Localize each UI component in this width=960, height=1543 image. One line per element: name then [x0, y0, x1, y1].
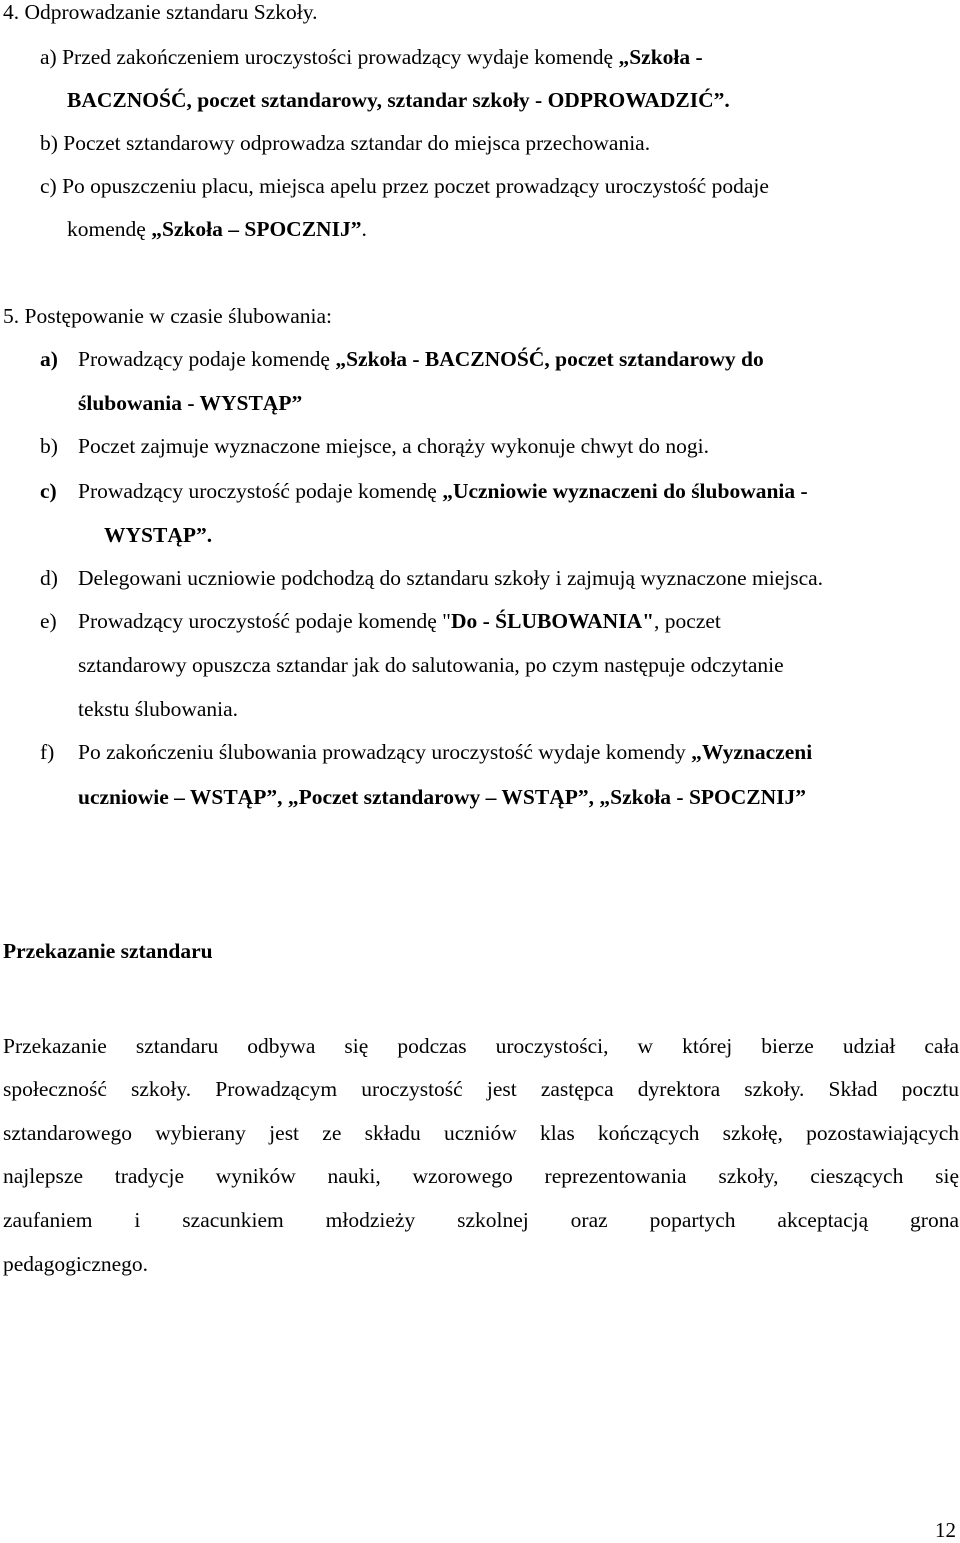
section-5-item-f-line2 — [78, 785, 806, 811]
section-4-title: 4. Odprowadzanie sztandaru Szkoły. — [3, 0, 318, 24]
section-5-item-e-marker: e) — [40, 609, 57, 633]
section-5-item-f-command-cont: uczniowie – WSTĄP”, „Poczet sztandarowy – WSTĄP”, „Szkoła - SPOCZNIJ” — [78, 785, 807, 809]
paragraph-line: sztandarowego wybierany jest ze składu uczniów klas kończących szkołę, pozostawiających — [3, 1121, 959, 1145]
section-4-item-b: b) Poczet sztandarowy odprowadza sztandar do miejsca przechowania. — [40, 131, 651, 155]
section-5-item-e-command: Do - ŚLUBOWANIA" — [450, 609, 655, 633]
section-4-item-a-line2 — [67, 88, 730, 114]
section-5-item-e-text-end: , poczet — [654, 609, 721, 633]
paragraph-line: Przekazanie sztandaru odbywa się podczas uroczystości, w której bierze udział cała — [3, 1034, 959, 1058]
section-5-item-c-command-cont: WYSTĄP”. — [104, 523, 213, 547]
section-5-item-f-text: Po zakończeniu ślubowania prowadzący uroczystość wydaje komendy — [78, 740, 692, 764]
section-5-item-b-text: Poczet zajmuje wyznaczone miejsce, a chorąży wykonuje chwyt do nogi. — [78, 434, 710, 458]
section-5-item-f-marker: f) — [40, 740, 55, 764]
section-5-item-b-marker: b) — [40, 434, 58, 458]
section-5-item-a-line1 — [40, 347, 764, 373]
section-5-item-a-command-cont: ślubowania - WYSTĄP” — [78, 391, 303, 415]
section-5-item-c-line2 — [104, 523, 212, 549]
section-5-item-e-line3: tekstu ślubowania. — [78, 697, 239, 721]
paragraph-last-line: pedagogicznego. — [3, 1252, 149, 1276]
section-5-item-d — [40, 566, 823, 592]
section-4-item-a-command-cont: BACZNOŚĆ, poczet sztandarowy, sztandar szkoły - ODPROWADZIĆ”. — [67, 88, 730, 112]
section-5-item-e-line2: sztandarowy opuszcza sztandar jak do salutowania, po czym następuje odczytanie — [78, 653, 784, 677]
section-5-item-f-line1 — [40, 740, 812, 766]
section-5-item-b — [40, 434, 709, 460]
section-5-item-a-marker: a) — [40, 347, 58, 371]
section-5-item-a-line2 — [78, 391, 302, 417]
section-4-item-a-command: „Szkoła - — [618, 45, 703, 69]
section-5-item-a-text: Prowadzący podaje komendę — [78, 347, 336, 371]
section-5-item-c-text: Prowadzący uroczystość podaje komendę — [78, 479, 443, 503]
section-5-item-a-command: „Szkoła - BACZNOŚĆ, poczet sztandarowy do — [335, 347, 764, 371]
paragraph-line: zaufaniem i szacunkiem młodzieży szkolnej oraz popartych akceptacją grona — [3, 1208, 959, 1232]
section-5-item-c-line1 — [40, 479, 808, 505]
section-4-item-c-command: „Szkoła – SPOCZNIJ” — [151, 217, 362, 241]
section-5-item-e-text: Prowadzący uroczystość podaje komendę " — [78, 609, 451, 633]
section-5-item-d-text: Delegowani uczniowie podchodzą do sztandaru szkoły i zajmują wyznaczone miejsca. — [78, 566, 824, 590]
section-4-item-a-text: a) Przed zakończeniem uroczystości prowadzący wydaje komendę — [40, 45, 619, 69]
section-4-item-c-text: komendę — [67, 217, 152, 241]
section-heading: Przekazanie sztandaru — [3, 939, 213, 963]
section-5-item-c-command: „Uczniowie wyznaczeni do ślubowania - — [442, 479, 808, 503]
page-number: 12 — [935, 1518, 956, 1542]
section-5-item-c-marker: c) — [40, 479, 57, 503]
section-4-item-c-line1: c) Po opuszczeniu placu, miejsca apelu przez poczet prowadzący uroczystość podaje — [40, 174, 769, 198]
section-5-item-e-line1 — [40, 609, 721, 635]
paragraph-line: społeczność szkoły. Prowadzącym uroczystość jest zastępca dyrektora szkoły. Skład pocztu — [3, 1077, 959, 1101]
section-4-item-c-period: . — [361, 217, 367, 241]
section-5-item-d-marker: d) — [40, 566, 58, 590]
section-4-item-a-line1 — [40, 45, 703, 71]
section-5-title: 5. Postępowanie w czasie ślubowania: — [3, 304, 332, 328]
paragraph-line: najlepsze tradycje wyników nauki, wzorowego reprezentowania szkoły, cieszących się — [3, 1164, 959, 1188]
section-4-item-c-line2 — [67, 217, 367, 243]
section-5-item-f-command: „Wyznaczeni — [691, 740, 813, 764]
